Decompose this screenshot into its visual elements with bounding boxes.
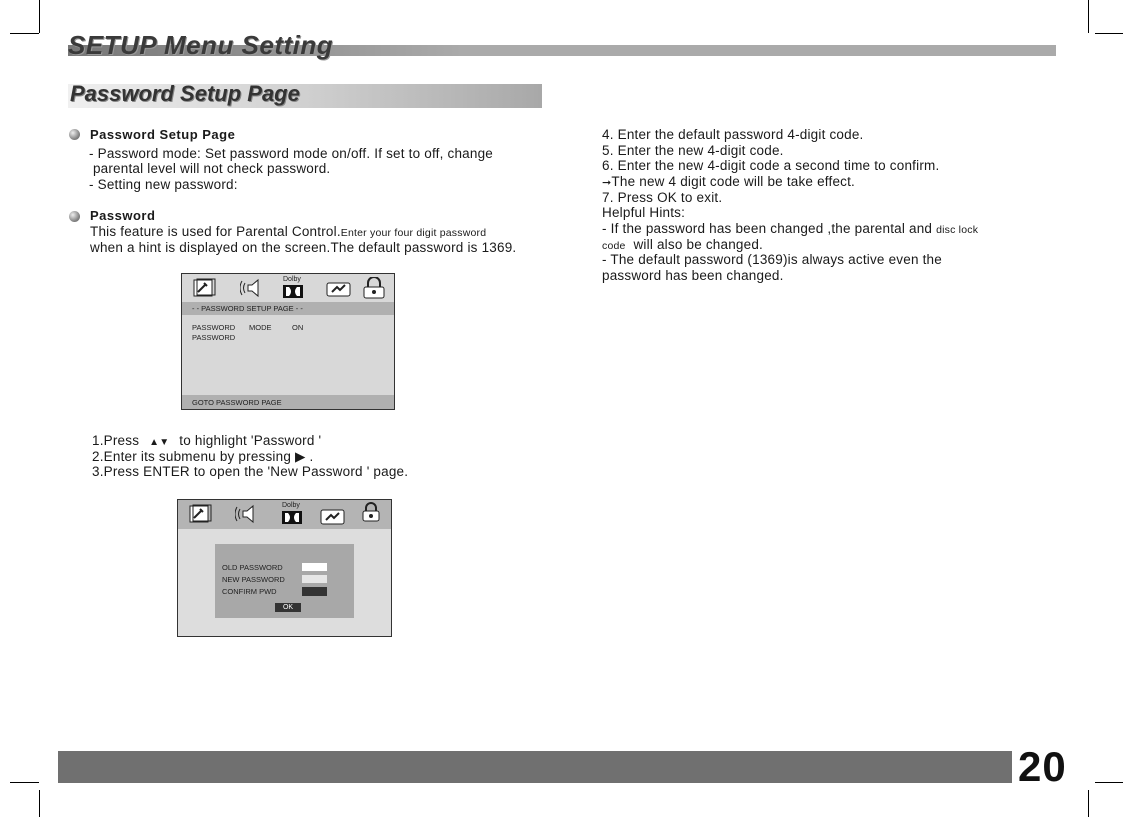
text-line: - Password mode: Set password mode on/off. If set to off, change: [89, 146, 494, 161]
section-title: Password Setup Page: [70, 81, 300, 106]
new-password-label: NEW PASSWORD: [222, 575, 285, 584]
text-main: will also be changed.: [625, 237, 764, 252]
general-setup-icon: [192, 278, 218, 298]
text-line: parental level will not check password.: [89, 161, 331, 176]
osd-footer-text: GOTO PASSWORD PAGE: [192, 398, 282, 407]
page-title: SETUP Menu Setting: [68, 30, 334, 60]
text-line: [602, 174, 855, 192]
osd-mode-label: MODE: [249, 323, 272, 332]
step1-post: to highlight 'Password ': [179, 433, 322, 448]
ok-button[interactable]: OK: [275, 603, 301, 612]
text-main: The new 4 digit code will be take effect.: [611, 174, 856, 189]
bullet-icon: [69, 129, 80, 140]
video-setup-icon: [320, 507, 346, 527]
osd-password-item: PASSWORD: [192, 333, 236, 342]
osd-banner: - - PASSWORD SETUP PAGE - -: [192, 304, 303, 313]
crop-mark: [10, 33, 39, 34]
arrow-right-icon: ➞: [602, 177, 612, 189]
text-line: password has been changed.: [602, 268, 784, 283]
crop-mark: [39, 0, 40, 33]
bullet-icon: [69, 211, 80, 222]
lock-icon: [361, 277, 387, 299]
text-line: [602, 221, 978, 239]
text-line: - The default password (1369)is always active even the: [602, 252, 942, 267]
step-line: 2.Enter its submenu by pressing ▶ .: [92, 449, 314, 464]
text-small: code: [602, 240, 626, 252]
osd-icon-bar: [182, 274, 394, 302]
password-dialog: [215, 544, 354, 618]
text-line: - Setting new password:: [89, 177, 238, 192]
text-small: disc lock: [936, 224, 979, 236]
dolby-icon: [282, 511, 302, 524]
text-line: Helpful Hints:: [602, 205, 686, 220]
crop-mark: [1095, 782, 1123, 783]
crop-mark: [1088, 790, 1089, 817]
new-password-field[interactable]: [302, 575, 327, 583]
footer-bar: [58, 751, 1012, 783]
crop-mark: [1088, 0, 1089, 33]
text-line: 7. Press OK to exit.: [602, 190, 723, 205]
speaker-icon: [240, 278, 266, 298]
text-line: 6. Enter the new 4-digit code a second time to confirm.: [602, 158, 940, 173]
step-line: [92, 433, 321, 451]
osd-screen-new-password: [177, 499, 392, 637]
osd-mode-value: ON: [292, 323, 304, 332]
up-down-arrows-icon: ▲▼: [149, 437, 170, 448]
old-password-field[interactable]: [302, 563, 327, 571]
text-line: 5. Enter the new 4-digit code.: [602, 143, 784, 158]
osd-icon-bar: [178, 500, 391, 529]
video-setup-icon: [326, 280, 352, 298]
dolby-label: Dolby: [283, 276, 301, 283]
lock-icon: [360, 502, 382, 522]
general-setup-icon: [188, 504, 214, 524]
block-heading: Password Setup Page: [90, 127, 236, 142]
page-number: 20: [1018, 743, 1067, 790]
text-main: This feature is used for Parental Control.: [90, 224, 341, 239]
confirm-password-label: CONFIRM PWD: [222, 587, 277, 596]
speaker-icon: [235, 504, 261, 524]
text-line: when a hint is displayed on the screen.The default password is 1369.: [90, 240, 517, 255]
step-line: 3.Press ENTER to open the 'New Password ' page.: [92, 464, 409, 479]
block-heading: Password: [90, 208, 156, 223]
crop-mark: [39, 790, 40, 817]
text-line: [90, 224, 486, 242]
old-password-label: OLD PASSWORD: [222, 563, 283, 572]
dolby-label: Dolby: [282, 502, 300, 509]
crop-mark: [1095, 33, 1123, 34]
osd-password-label: PASSWORD: [192, 323, 236, 332]
text-line: 4. Enter the default password 4-digit code.: [602, 127, 864, 142]
confirm-password-field[interactable]: [302, 587, 327, 596]
step1-pre: 1.Press: [92, 433, 140, 448]
dolby-icon: [283, 285, 303, 298]
crop-mark: [10, 782, 39, 783]
text-small: Enter your four digit password: [340, 227, 487, 239]
text-main: - If the password has been changed ,the parental and: [602, 221, 933, 236]
osd-screen-password-setup: [181, 273, 395, 410]
